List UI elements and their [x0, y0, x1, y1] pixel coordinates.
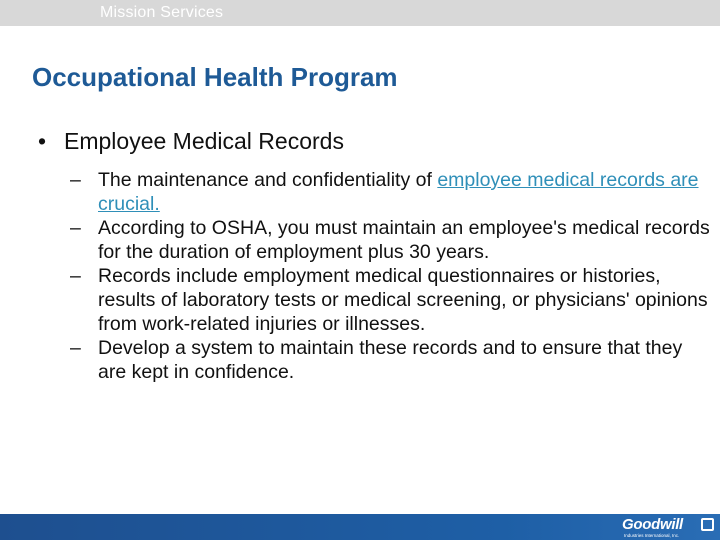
- main-bullet-text: Employee Medical Records: [64, 128, 344, 154]
- subpoint-text: Develop a system to maintain these records and to ensure that they are kept in confidence.: [98, 337, 683, 383]
- goodwill-face-icon: [701, 518, 714, 531]
- subpoint: [70, 216, 710, 264]
- dash-icon: –: [70, 169, 81, 191]
- subpoint: [70, 264, 710, 336]
- subpoint-text: According to OSHA, you must maintain an employee's medical records for the duration of employment plus 30 years.: [98, 217, 710, 263]
- header-bar: [0, 0, 720, 26]
- goodwill-logo: [622, 516, 714, 538]
- subpoint-text: The maintenance and confidentiality of: [98, 169, 438, 191]
- main-bullet: [38, 128, 344, 155]
- dash-icon: –: [70, 265, 81, 287]
- slide-title: Occupational Health Program: [32, 62, 398, 92]
- subpoint-text: Records include employment medical questionnaires or histories, results of laboratory tests or medical screening, or physicians' opinions from work-related injuries or illnesses.: [98, 265, 708, 335]
- subpoint: [70, 168, 710, 216]
- logo-wordmark: Goodwill: [622, 516, 683, 533]
- subpoint-list: [70, 168, 710, 384]
- footer-bar: [0, 514, 720, 540]
- dash-icon: –: [70, 337, 81, 359]
- bullet-icon: •: [38, 128, 47, 154]
- logo-tagline: Industries International, Inc.: [624, 533, 680, 538]
- subpoint-link[interactable]: employee medical records are crucial.: [98, 169, 699, 215]
- section-label: Mission Services: [100, 4, 224, 21]
- subpoint: [70, 336, 710, 384]
- dash-icon: –: [70, 217, 81, 239]
